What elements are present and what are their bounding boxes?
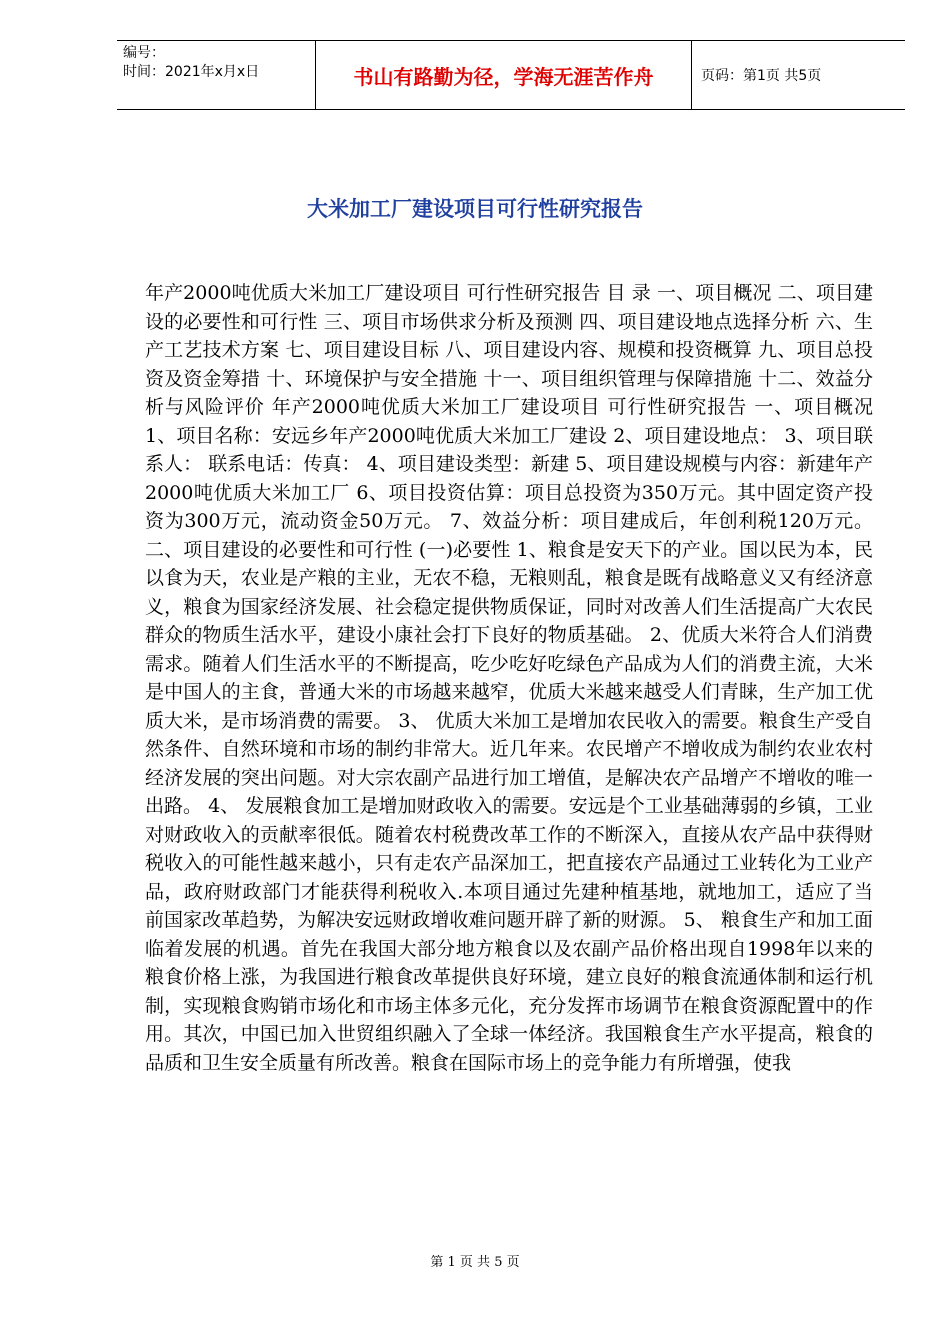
document-time-label: 时间：2021年x月x日 [123,64,260,80]
page-header [117,40,905,110]
page-footer: 第 1 页 共 5 页 [430,1255,520,1270]
header-page-info: 页码：第1页 共5页 [701,68,822,84]
document-body: 年产2000吨优质大米加工厂建设项目 可行性研究报告 目 录 一、项目概况 二、项目建设的必要性和可行性 三、项目市场供求分析及预测 四、项目建设地点选择分析 六、生产工艺技术方案 七、项目建设目标 八、项目建设内容、规模和投资概算 九、项目总投资及资金筹措 十、环境保护与安全措施 十一、项目组织管理与保障措施 十二、效益分析与风险评价 年产2000吨优质大米加工厂建设项目 可行性研究报告 一、项目概况 1、项目名称：安远乡年产2000吨优质大米加工厂建设 2、项目建设地点： 3、项目联系人： 联系电话：传真： 4、项目建设类型：新建 5、项目建设规模与内容：新建年产2000吨优质大米加工厂 6、项目投资估算：项目总投资为350万元。其中固定资产投资为300万元，流动资金50万元。 7、效益分析：项目建成后，年创利税120万元。 二、项目建设的必要性和可行性 (一)必要性 1、粮食是安天下的产业。国以民为本，民以食为天，农业是产粮的主业，无农不稳，无粮则乱，粮食是既有战略意义又有经济意义，粮食为国家经济发展、社会稳定提供物质保证，同时对改善人们生活提高广大农民群众的物质生活水平，建设小康社会打下良好的物质基础。 2、优质大米符合人们消费需求。随着人们生活水平的不断提高，吃少吃好吃绿色产品成为人们的消费主流，大米是中国人的主食，普通大米的市场越来越窄，优质大米越来越受人们青睐，生产加工优质大米，是市场消费的需要。 3、 优质大米加工是增加农民收入的需要。粮食生产受自然条件、自然环境和市场的制约非常大。近几年来。农民增产不增收成为制约农业农村经济发展的突出问题。对大宗农副产品进行加工增值，是解决农产品增产不增收的唯一出路。 4、 发展粮食加工是增加财政收入的需要。安远是个工业基础薄弱的乡镇，工业对财政收入的贡献率很低。随着农村税费改革工作的不断深入，直接从农产品中获得财税收入的可能性越来越小，只有走农产品深加工，把直接农产品通过工业转化为工业产品，政府财政部门才能获得利税收入.本项目通过先建种植基地，就地加工，适应了当前国家改革趋势，为解决安远财政增收难问题开辟了新的财源。 5、 粮食生产和加工面临着发展的机遇。首先在我国大部分地方粮食以及农副产品价格出现自1998年以来的粮食价格上涨，为我国进行粮食改革提供良好环境，建立良好的粮食流通体制和运行机制，实现粮食购销市场化和市场主体多元化，充分发挥市场调节在粮食资源配置中的作用。其次，中国已加入世贸组织融入了全球一体经济。我国粮食生产水平提高，粮食的品质和卫生安全质量有所改善。粮食在国际市场上的竞争能力有所增强，使我 [145,282,873,1074]
document-title: 大米加工厂建设项目可行性研究报告 [307,197,643,221]
header-motto: 书山有路勤为径，学海无涯苦作舟 [315,41,692,109]
document-number-label: 编号： [123,45,165,61]
header-meta [117,41,315,109]
